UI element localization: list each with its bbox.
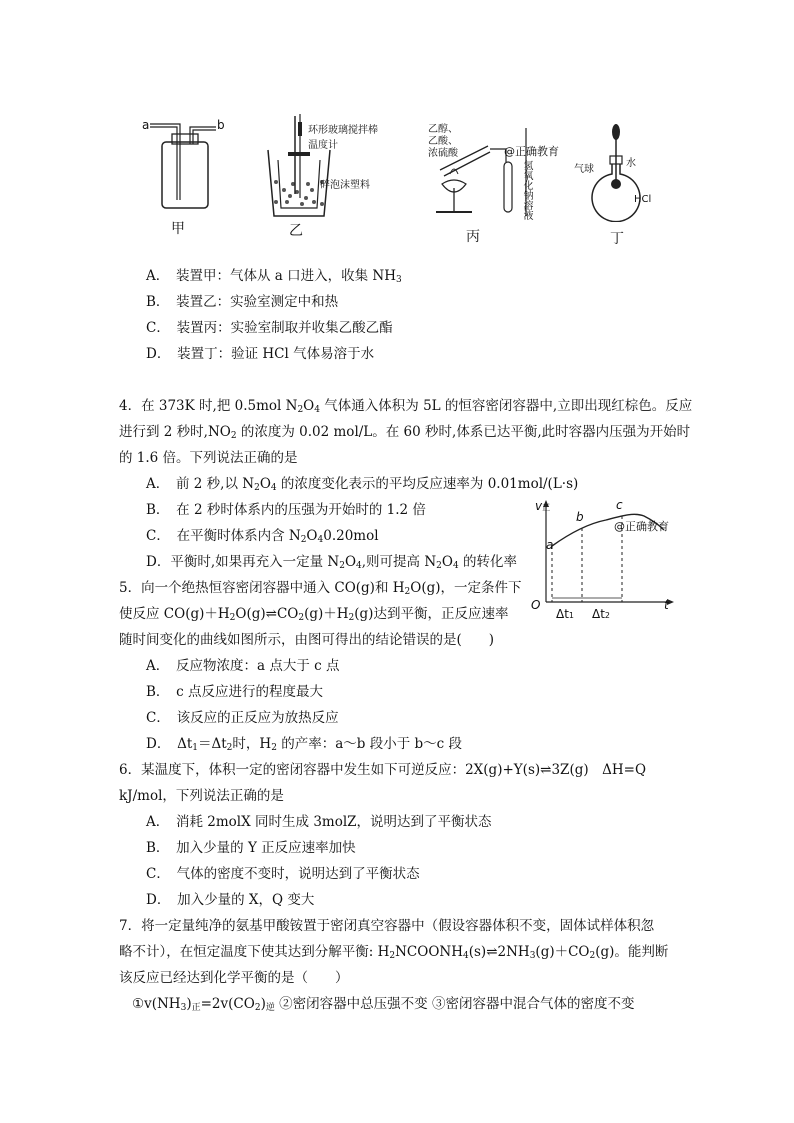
q3-option-d: D． 装置丁：验证 HCl 气体易溶于水	[146, 346, 375, 362]
bing-watermark: @正确教育	[504, 145, 559, 158]
bing-label-reagents-1: 乙醇、	[428, 124, 458, 135]
bing-caption: 丙	[466, 229, 480, 245]
q6-option-d: D． 加入少量的 X，Q 变大	[146, 892, 315, 908]
bing-label-reagents-2: 乙酸、	[428, 136, 458, 147]
bing-label-reagents-3: 浓硫酸	[428, 148, 458, 159]
q5-option-a: A． 反应物浓度：a 点大于 c 点	[146, 658, 340, 674]
q5-stem-line-3: 随时间变化的曲线如图所示，由图可得出的结论错误的是( )	[119, 632, 495, 648]
ding-label-hcl: HCl	[634, 194, 652, 205]
q6-stem-line-2: kJ/mol，下列说法正确的是	[119, 788, 284, 804]
q7-stem-line-2: 略不计），在恒定温度下使其达到分解平衡: $H_2NCOONH_4(s)\rightleftharpoons 2NH_3(g)+CO_2(g)$。能判断	[119, 944, 669, 961]
q4-option-d: D．平衡时,如果再充入一定量 $N_2O_4$,则可提高 $N_2O_4$ 的转化率	[146, 554, 518, 571]
ding-label-water: 水	[626, 158, 636, 169]
graph-dt2: Δt2	[592, 607, 611, 621]
jia-label-a: a	[142, 118, 150, 132]
q3-option-b: B． 装置乙：实验室测定中和热	[146, 294, 339, 310]
graph-y-label: v正	[535, 499, 551, 513]
q4-stem-line-2: 进行到 2 秒时$,NO_2$ 的浓度为 0.02 mol/L。在 60 秒时,体系已达平衡,此时容器内压强为开始时	[119, 424, 691, 441]
jia-label-b: b	[217, 118, 225, 132]
graph-dt1: Δt1	[556, 607, 575, 621]
yi-label-stirrer: 环形玻璃搅拌棒	[308, 125, 378, 136]
rate-time-graph	[526, 498, 676, 620]
graph-watermark: @正确教育	[614, 520, 669, 533]
q4-stem-line-1: 4．在 373K 时,把 0.5mol $N_2O_4$ 气体通入体积为 5L 的恒容密闭容器中,立即出现红棕色。反应	[119, 398, 693, 415]
graph-origin: O	[531, 598, 541, 612]
yi-label-thermo: 温度计	[308, 140, 338, 151]
q4-option-a: A． 前 2 秒,以 $N_2O_4$ 的浓度变化表示的平均反应速率为 0.01mol/(L·s)	[146, 476, 579, 493]
q5-stem-line-2: 使反应 $CO(g)+H_2O(g)\rightleftharpoons CO_2(g)+H_2(g)$达到平衡，正反应速率	[119, 606, 509, 623]
q7-conditions-line: $①v(NH_3)_正=2v(CO_2)_逆$ ②密闭容器中总压强不变 ③密闭容器中混合气体的密度不变	[132, 996, 635, 1013]
q6-stem-line-1: 6．某温度下，体积一定的密闭容器中发生如下可逆反应：2X(g)+Y(s)⇌3Z(g) ΔH=Q	[119, 762, 647, 778]
q4-option-b: B． 在 2 秒时体系内的压强为开始时的 1.2 倍	[146, 502, 426, 518]
q5-stem-line-1: 5．向一个绝热恒容密闭容器中通入 CO(g)和 $H_2O(g)$，一定条件下	[119, 580, 522, 597]
ding-label-balloon: 气球	[574, 164, 594, 175]
q6-option-b: B． 加入少量的 Y 正反应速率加快	[146, 840, 356, 856]
q3-option-c: C． 装置丙：实验室制取并收集乙酸乙酯	[146, 320, 393, 336]
q7-stem-line-1: 7．将一定量纯净的氨基甲酸铵置于密闭真空容器中（假设容器体积不变，固体试样体积忽	[119, 918, 655, 934]
q5-option-d: D． $\Delta t_1=\Delta t_2$时，$H_2$ 的产率：a～b 段小于 b～c 段	[146, 736, 462, 753]
bing-label-naoh: 氢氧化钠溶液	[521, 160, 532, 220]
graph-point-a: a	[546, 538, 554, 552]
jia-caption: 甲	[171, 221, 185, 237]
ding-caption: 丁	[610, 231, 624, 247]
q7-stem-line-3: 该反应已经达到化学平衡的是（ ）	[119, 970, 349, 986]
yi-caption: 乙	[289, 223, 303, 239]
graph-point-b: b	[576, 510, 584, 524]
q5-option-b: B． c 点反应进行的程度最大	[146, 684, 324, 700]
q6-option-a: A． 消耗 2molX 同时生成 3molZ，说明达到了平衡状态	[146, 814, 492, 830]
q6-option-c: C． 气体的密度不变时，说明达到了平衡状态	[146, 866, 420, 882]
q4-option-c: C． 在平衡时体系内含 $N_2O_40.20mol$	[146, 528, 379, 545]
graph-point-c: c	[616, 498, 623, 512]
graph-x-label: t	[664, 598, 669, 612]
q5-option-c: C． 该反应的正反应为放热反应	[146, 710, 339, 726]
yi-label-foam: 碎泡沫塑料	[320, 180, 370, 191]
q3-option-a: A． 装置甲：气体从 a 口进入，收集 $NH_3$	[146, 268, 402, 285]
q4-stem-line-3: 的 1.6 倍。下列说法正确的是	[119, 450, 298, 466]
